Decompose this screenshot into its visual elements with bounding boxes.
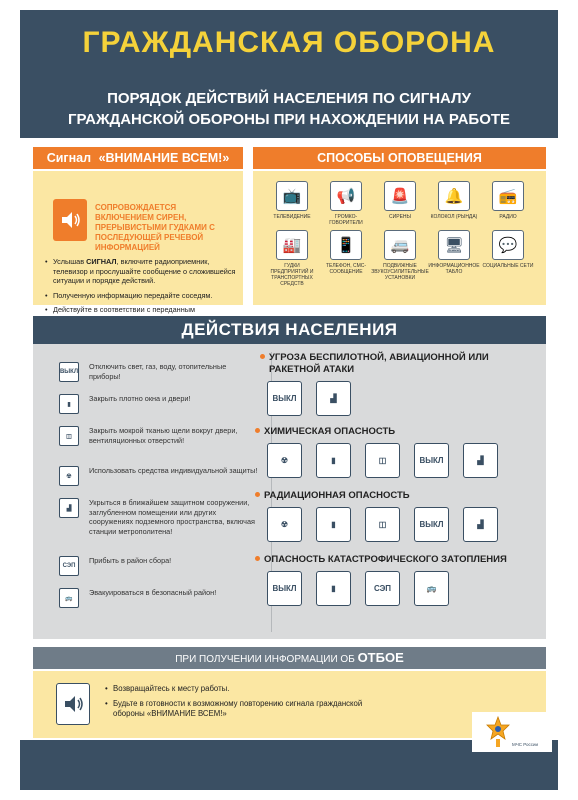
shelter-icon: ▟ [316, 381, 351, 416]
switch-off-icon: ВЫКЛ [59, 362, 79, 382]
notification-panel-body [253, 171, 546, 305]
notification-method [266, 181, 318, 226]
notification-method-label: СОЦИАЛЬНЫЕ СЕТИ [482, 263, 534, 269]
notification-panel [253, 147, 546, 305]
action-text: Укрыться в ближайшем защитном сооружении, заглубленном помещении или других сооружениях подземного пространства, включая станции метрополитена! [89, 498, 255, 536]
loudspeaker-icon: 📢 [330, 181, 362, 211]
shelter-icon: ▟ [59, 498, 79, 518]
signal-heading-prefix: Сигнал [46, 151, 92, 165]
speaker-icon [53, 199, 87, 241]
assembly-point-icon: СЭП [365, 571, 400, 606]
tv-icon: 📺 [276, 181, 308, 211]
all-clear-instruction-2: • Будьте в готовности к возможному повторению сигнала гражданской обороны «ВНИМАНИЕ ВСЕМ!» [105, 699, 365, 719]
siren-icon: 🚨 [384, 181, 416, 211]
notification-methods-grid [266, 181, 538, 287]
threat-title-text: ХИМИЧЕСКАЯ ОПАСНОСТЬ [264, 426, 396, 437]
info-board-icon: 🖥 [438, 230, 470, 260]
action-text: Закрыть плотно окна и двери! [89, 394, 191, 403]
action-text: Отключить свет, газ, воду, отопительные приборы! [89, 362, 227, 381]
notification-method [374, 181, 426, 226]
notification-method-label: КОЛОКОЛ (РЫНДА) [430, 214, 478, 220]
notification-method [428, 181, 480, 226]
notification-method [371, 230, 429, 287]
action-text: Закрыть мокрой тканью щели вокруг двери, вентиляционных отверстий! [89, 426, 238, 445]
social-networks-icon: 💬 [492, 230, 524, 260]
mobile-speaker-truck-icon: 🚐 [384, 230, 416, 260]
signal-panel-body [33, 171, 243, 314]
switch-off-icon: ВЫКЛ [414, 443, 449, 478]
switch-off-icon: ВЫКЛ [267, 381, 302, 416]
action-item [59, 498, 259, 556]
action-item [59, 362, 259, 394]
action-item [59, 466, 259, 498]
all-clear-instructions [105, 684, 365, 724]
threat-title-text: РАДИАЦИОННАЯ ОПАСНОСТЬ [264, 490, 410, 501]
close-window-icon: ▮ [316, 507, 351, 542]
all-clear-instruction-1: • Возвращайтесь к месту работы. [105, 684, 365, 694]
notification-method [320, 181, 372, 226]
notification-method [320, 230, 372, 287]
actions-heading: ДЕЙСТВИЯ НАСЕЛЕНИЯ [33, 316, 546, 344]
action-text: Эвакуироваться в безопасный район! [89, 588, 217, 597]
emblem-caption: МЧС России [512, 742, 539, 747]
threat-title [255, 352, 505, 376]
notification-method-label: ПОДВИЖНЫЕ ЗВУКОУСИЛИТЕЛЬНЫЕ УСТАНОВКИ [371, 263, 429, 281]
notification-method-label: ГУДКИ ПРЕДПРИЯТИЙ И ТРАНСПОРТНЫХ СРЕДСТВ [270, 263, 314, 287]
threat-block [255, 426, 545, 478]
all-clear-heading [33, 647, 546, 669]
notification-method [428, 230, 480, 287]
action-text: Прибыть в район сбора! [89, 556, 172, 565]
notification-method-label: РАДИО [499, 214, 517, 220]
switch-off-icon: ВЫКЛ [414, 507, 449, 542]
emchs-star-icon [486, 716, 510, 748]
threat-title [255, 490, 545, 502]
action-item [59, 394, 259, 426]
signal-heading-name: «ВНИМАНИЕ ВСЕМ!» [98, 151, 230, 165]
notification-panel-heading: СПОСОБЫ ОПОВЕЩЕНИЯ [253, 147, 546, 169]
phone-icon: 📱 [330, 230, 362, 260]
threat-title-text: ОПАСНОСТЬ КАТАСТРОФИЧЕСКОГО ЗАТОПЛЕНИЯ [264, 554, 507, 565]
all-clear-panel [33, 671, 546, 738]
action-item [59, 588, 259, 620]
all-clear-heading-word: ОТБОЕ [357, 650, 404, 665]
threat-icons [255, 507, 545, 542]
emchs-emblem [472, 712, 552, 752]
bullet-dot-icon [255, 492, 260, 497]
evacuate-icon: 🚌 [414, 571, 449, 606]
radio-icon: 📻 [492, 181, 524, 211]
subtitle-line-2: ГРАЖДАНСКОЙ ОБОРОНЫ ПРИ НАХОЖДЕНИИ НА РАБОТЕ [67, 111, 511, 128]
notification-method [482, 230, 534, 287]
seal-gaps-icon: ◫ [59, 426, 79, 446]
threat-icons [255, 381, 545, 416]
action-text: Использовать средства индивидуальной защиты! [89, 466, 258, 475]
close-window-icon: ▮ [316, 571, 351, 606]
subtitle-line-1: ПОРЯДОК ДЕЙСТВИЙ НАСЕЛЕНИЯ ПО СИГНАЛУ [107, 90, 471, 107]
shelter-icon: ▟ [463, 507, 498, 542]
actions-list [59, 362, 259, 620]
signal-panel-heading [33, 147, 243, 169]
threat-title-text: УГРОЗА БЕСПИЛОТНОЙ, АВИАЦИОННОЙ ИЛИ РАКЕТНОЙ АТАКИ [269, 352, 489, 375]
threat-title [255, 554, 545, 566]
gas-mask-icon: ☢ [267, 443, 302, 478]
threat-block [255, 352, 545, 416]
gas-mask-icon: ☢ [59, 466, 79, 486]
notification-method-label: ИНФОРМАЦИОННОЕ ТАБЛО [428, 263, 480, 275]
switch-off-icon: ВЫКЛ [267, 571, 302, 606]
notification-method [266, 230, 318, 287]
evacuate-icon: 🚌 [59, 588, 79, 608]
shelter-icon: ▟ [463, 443, 498, 478]
page-subtitle [20, 88, 558, 130]
header-banner [20, 10, 558, 138]
signal-panel [33, 147, 243, 314]
actions-section [33, 316, 546, 639]
threat-block [255, 554, 545, 606]
gas-mask-icon: ☢ [267, 507, 302, 542]
bullet-dot-icon [260, 354, 265, 359]
notification-method-label: ТЕЛЕФОН, СМС-СООБЩЕНИЕ [325, 263, 367, 275]
threats-list [255, 352, 545, 618]
threat-icons [255, 571, 545, 606]
notification-method-label: ГРОМКО-ГОВОРИТЕЛИ [329, 214, 363, 226]
page-title: ГРАЖДАНСКАЯ ОБОРОНА [82, 26, 496, 59]
signal-instruction-3: • Действуйте в соответствии с переданным [45, 305, 237, 324]
notification-method-label: ТЕЛЕВИДЕНИЕ [273, 214, 311, 220]
bullet-dot-icon [255, 556, 260, 561]
seal-gaps-icon: ◫ [365, 507, 400, 542]
bell-icon: 🔔 [438, 181, 470, 211]
notification-method-label: СИРЕНЫ [389, 214, 411, 220]
close-window-icon: ▮ [59, 394, 79, 414]
assembly-point-icon: СЭП [59, 556, 79, 576]
signal-instruction-2: • Полученную информацию передайте соседям. [45, 291, 237, 301]
notification-method [482, 181, 534, 226]
seal-gaps-icon: ◫ [365, 443, 400, 478]
signal-description: СОПРОВОЖДАЕТСЯ ВКЛЮЧЕНИЕМ СИРЕН, ПРЕРЫВИСТЫМИ ГУДКАМИ С ПОСЛЕДУЮЩЕЙ РЕЧЕВОЙ ИНФОРМАЦИЕЙ [95, 203, 215, 252]
action-item [59, 426, 259, 466]
action-item [59, 556, 259, 588]
threat-title [255, 426, 545, 438]
factory-horn-icon: 🏭 [276, 230, 308, 260]
all-clear-heading-prefix: ПРИ ПОЛУЧЕНИИ ИНФОРМАЦИИ ОБ [175, 654, 355, 665]
close-window-icon: ▮ [316, 443, 351, 478]
signal-instruction-1: • Услышав СИГНАЛ, включите радиоприемник, телевизор и прослушайте сообщение о сложившейся ситуации и порядке действий. [45, 257, 237, 286]
threat-icons [255, 443, 545, 478]
threat-block [255, 490, 545, 542]
bullet-dot-icon [255, 428, 260, 433]
speaker-icon [56, 683, 90, 725]
